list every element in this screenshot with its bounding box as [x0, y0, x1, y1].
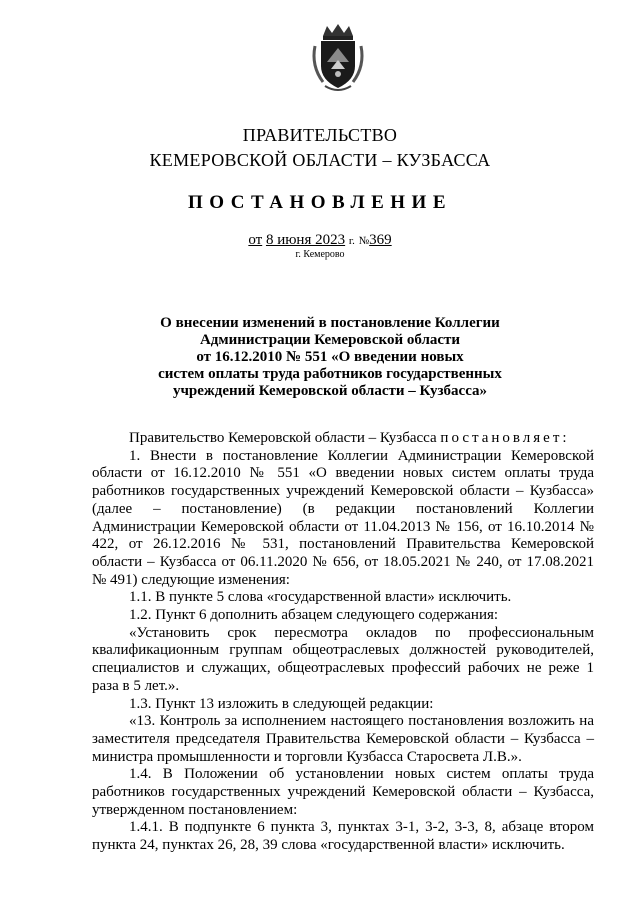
- date-number-line: [0, 232, 640, 249]
- title-line: О внесении изменений в постановление Коллегии: [160, 315, 500, 331]
- intro-spaced-word: постановляет:: [440, 430, 570, 446]
- paragraph-1-2: 1.2. Пункт 6 дополнить абзацем следующего содержания:: [129, 607, 499, 624]
- paragraph-1-4: 1.4. В Положении об установлении новых систем оплаты труда работников государственных учреждений Кемеровской области – Кузбасса, утвержденном постановлением:: [92, 766, 594, 818]
- paragraph-1: 1. Внести в постановление Коллегии Администрации Кемеровской области от 16.12.2010 № 551 «О введении новых систем оплаты труда работников государственных учреждений Кемеровской области – Кузбасса» (далее – постановление) (в редакции постановлений Коллегии Администрации Кемеровской области от 11.04.2013 № 156, от 16.10.2014 № 422, от 26.12.2016 № 531, постановлений Правительства Кемеровской области – Кузбасса от 06.11.2020 № 656, от 18.05.2021 № 240, от 17.08.2021 № 491) следующие изменения:: [92, 447, 594, 588]
- decree-body: [92, 430, 594, 855]
- decree-number: 369: [369, 232, 392, 248]
- year-suffix: г.: [348, 235, 355, 247]
- coat-of-arms-emblem: [309, 22, 367, 94]
- paragraph-1-2-quote: «Установить срок пересмотра окладов по профессиональным квалификационным группам общеотраслевых должностей руководителей, специалистов и служащих, общеотраслевых профессий рабочих не реже 1 раза в 5 лет.».: [92, 624, 594, 694]
- date-prefix: от: [248, 232, 263, 248]
- paragraph-1-3-quote: «13. Контроль за исполнением настоящего постановления возложить на заместителя председателя Правительства Кемеровской области – Кузбасса – министра промышленности и торговли Кузбасса Старосвета Л.В.».: [92, 713, 594, 765]
- intro-paragraph: [92, 430, 594, 448]
- decree-date: 8 июня 2023: [265, 232, 346, 248]
- title-line: от 16.12.2010 № 551 «О введении новых: [196, 349, 464, 365]
- intro-text: Правительство Кемеровской области – Кузбасса: [129, 430, 441, 446]
- government-name-line1: ПРАВИТЕЛЬСТВО: [242, 125, 398, 145]
- number-sign: №: [358, 235, 370, 247]
- document-type-heading: ПОСТАНОВЛЕНИЕ: [187, 192, 453, 213]
- paragraph-1-1: 1.1. В пункте 5 слова «государственной власти» исключить.: [129, 589, 512, 606]
- title-line: систем оплаты труда работников государственных: [158, 366, 502, 382]
- city-line: г. Кемерово: [295, 249, 345, 260]
- paragraph-1-3: 1.3. Пункт 13 изложить в следующей редакции:: [129, 695, 434, 712]
- government-name-line2: КЕМЕРОВСКОЙ ОБЛАСТИ – КУЗБАССА: [149, 150, 491, 170]
- title-line: Администрации Кемеровской области: [199, 332, 461, 348]
- title-line: учреждений Кемеровской области – Кузбасса»: [172, 383, 488, 399]
- decree-title: [120, 315, 540, 400]
- paragraph-1-4-1: 1.4.1. В подпункте 6 пункта 3, пунктах 3-1, 3-2, 3-3, 8, абзаце втором пункта 24, пунктах 26, 28, 39 слова «государственной власти» исключить.: [92, 819, 594, 854]
